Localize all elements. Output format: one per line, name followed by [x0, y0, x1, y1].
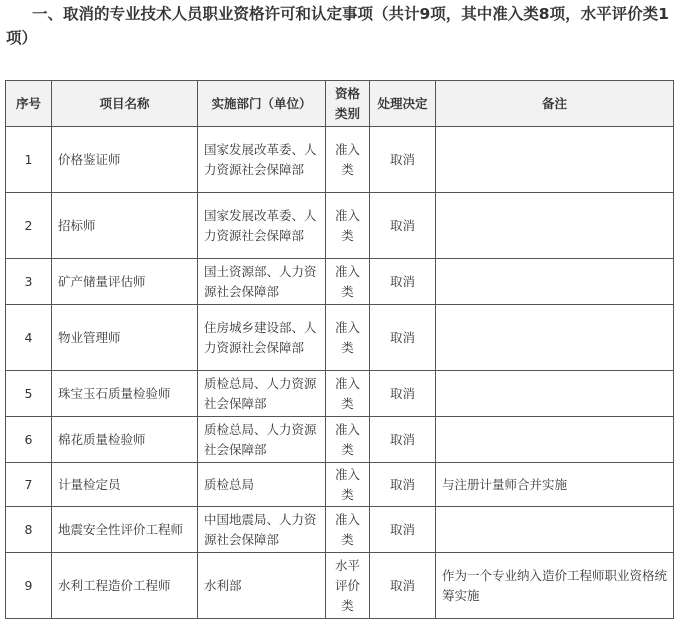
- table-row: [6, 371, 674, 417]
- table-row: [6, 305, 674, 371]
- cell-idx: 6: [6, 417, 52, 463]
- cell-category: 水平评价类: [326, 553, 370, 619]
- cell-note: [436, 305, 674, 371]
- cell-decision: 取消: [370, 127, 436, 193]
- cell-name: 棉花质量检验师: [52, 417, 198, 463]
- table-row: [6, 417, 674, 463]
- cell-name: 地震安全性评价工程师: [52, 507, 198, 553]
- cell-decision: 取消: [370, 305, 436, 371]
- cell-dept: 质检总局: [198, 463, 326, 507]
- cell-category: 准入类: [326, 259, 370, 305]
- cell-decision: 取消: [370, 507, 436, 553]
- cell-idx: 8: [6, 507, 52, 553]
- cell-note: [436, 127, 674, 193]
- page-title: 一、取消的专业技术人员职业资格许可和认定事项（共计9项，其中准入类8项，水平评价类1项）: [6, 5, 669, 47]
- cell-category: 准入类: [326, 371, 370, 417]
- cell-dept: 国家发展改革委、人力资源社会保障部: [198, 193, 326, 259]
- cell-category: 准入类: [326, 417, 370, 463]
- cell-category: 准入类: [326, 507, 370, 553]
- table-row: [6, 193, 674, 259]
- table-row: [6, 259, 674, 305]
- cell-idx: 5: [6, 371, 52, 417]
- table-row: [6, 127, 674, 193]
- cell-dept: 中国地震局、人力资源社会保障部: [198, 507, 326, 553]
- cell-dept: 住房城乡建设部、人力资源社会保障部: [198, 305, 326, 371]
- cell-category: 准入类: [326, 193, 370, 259]
- cell-note: [436, 371, 674, 417]
- cell-name: 矿产储量评估师: [52, 259, 198, 305]
- table-row: [6, 553, 674, 619]
- cell-name: 计量检定员: [52, 463, 198, 507]
- cell-note: [436, 417, 674, 463]
- header-name: 项目名称: [52, 81, 198, 127]
- cell-name: 招标师: [52, 193, 198, 259]
- cell-name: 物业管理师: [52, 305, 198, 371]
- cell-note: [436, 193, 674, 259]
- cell-note: 与注册计量师合并实施: [436, 463, 674, 507]
- cell-dept: 国家发展改革委、人力资源社会保障部: [198, 127, 326, 193]
- header-dept: 实施部门（单位）: [198, 81, 326, 127]
- cell-name: 珠宝玉石质量检验师: [52, 371, 198, 417]
- cell-decision: 取消: [370, 463, 436, 507]
- cell-decision: 取消: [370, 417, 436, 463]
- cell-idx: 2: [6, 193, 52, 259]
- cell-idx: 3: [6, 259, 52, 305]
- cell-idx: 4: [6, 305, 52, 371]
- cell-decision: 取消: [370, 193, 436, 259]
- cell-note: 作为一个专业纳入造价工程师职业资格统筹实施: [436, 553, 674, 619]
- cell-category: 准入类: [326, 463, 370, 507]
- cell-dept: 国土资源部、人力资源社会保障部: [198, 259, 326, 305]
- cell-dept: 质检总局、人力资源社会保障部: [198, 417, 326, 463]
- cell-idx: 9: [6, 553, 52, 619]
- table-row: [6, 463, 674, 507]
- cell-dept: 水利部: [198, 553, 326, 619]
- cell-note: [436, 507, 674, 553]
- cell-dept: 质检总局、人力资源社会保障部: [198, 371, 326, 417]
- table-row: [6, 507, 674, 553]
- cell-decision: 取消: [370, 553, 436, 619]
- cell-name: 水利工程造价工程师: [52, 553, 198, 619]
- cell-decision: 取消: [370, 259, 436, 305]
- items-table: [5, 80, 674, 619]
- cell-category: 准入类: [326, 305, 370, 371]
- cell-category: 准入类: [326, 127, 370, 193]
- header-note: 备注: [436, 81, 674, 127]
- header-cat: 资格类别: [326, 81, 370, 127]
- cell-note: [436, 259, 674, 305]
- cell-name: 价格鉴证师: [52, 127, 198, 193]
- cell-decision: 取消: [370, 371, 436, 417]
- cell-idx: 7: [6, 463, 52, 507]
- header-idx: 序号: [6, 81, 52, 127]
- header-dec: 处理决定: [370, 81, 436, 127]
- cell-idx: 1: [6, 127, 52, 193]
- header-row: [6, 81, 674, 127]
